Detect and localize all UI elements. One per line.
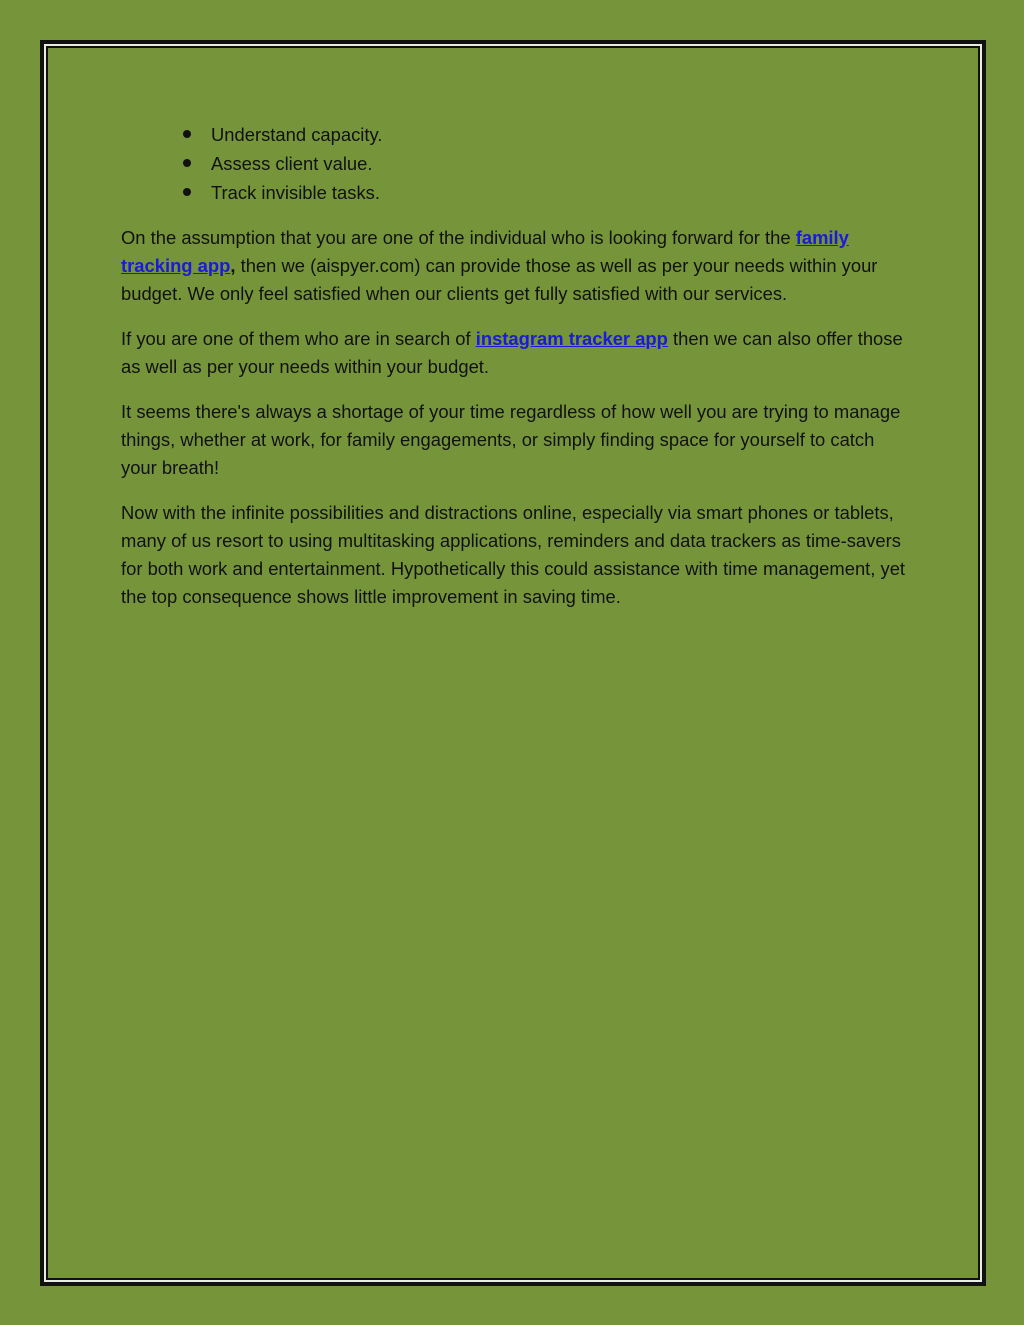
bullet-icon: [183, 159, 191, 167]
paragraph-text: then we (aispyer.com) can provide those as well as per your needs within your budget. We only feel satisfied when our clients get fully satisfied with our services.: [121, 255, 878, 304]
paragraph-text: If you are one of them who are in search of: [121, 328, 476, 349]
paragraph-text: On the assumption that you are one of the individual who is looking forward for the: [121, 227, 796, 248]
paragraph-family-tracking: [121, 224, 911, 308]
family-tracking-app-link[interactable]: family tracking app: [121, 227, 849, 276]
bullet-icon: [183, 188, 191, 196]
paragraph-distractions: Now with the infinite possibilities and distractions online, especially via smart phones or tablets, many of us resort to using multitasking applications, reminders and data trackers as time-savers for both work and entertainment. Hypothetically this could assistance with time management, yet the top consequence shows little improvement in saving time.: [121, 502, 906, 607]
instagram-tracker-app-link[interactable]: instagram tracker app: [475, 328, 668, 349]
document-body: [121, 120, 911, 628]
bullet-icon: [183, 130, 191, 138]
paragraph-time-shortage: It seems there's always a shortage of your time regardless of how well you are trying to manage things, whether at work, for family engagements, or simply finding space for yourself to catch your breath!: [121, 401, 901, 478]
bullet-text: Track invisible tasks.: [211, 182, 380, 203]
list-item: [121, 120, 911, 149]
bullet-text: Understand capacity.: [211, 124, 383, 145]
paragraph-instagram-tracker: [121, 325, 911, 381]
paragraph-text: then we can also offer those as well as per your needs within your budget.: [121, 328, 903, 377]
bullet-text: Assess client value.: [211, 153, 373, 174]
paragraph-comma: ,: [230, 255, 236, 276]
list-item: [121, 178, 911, 207]
bullet-list: [121, 120, 911, 207]
list-item: [121, 149, 911, 178]
